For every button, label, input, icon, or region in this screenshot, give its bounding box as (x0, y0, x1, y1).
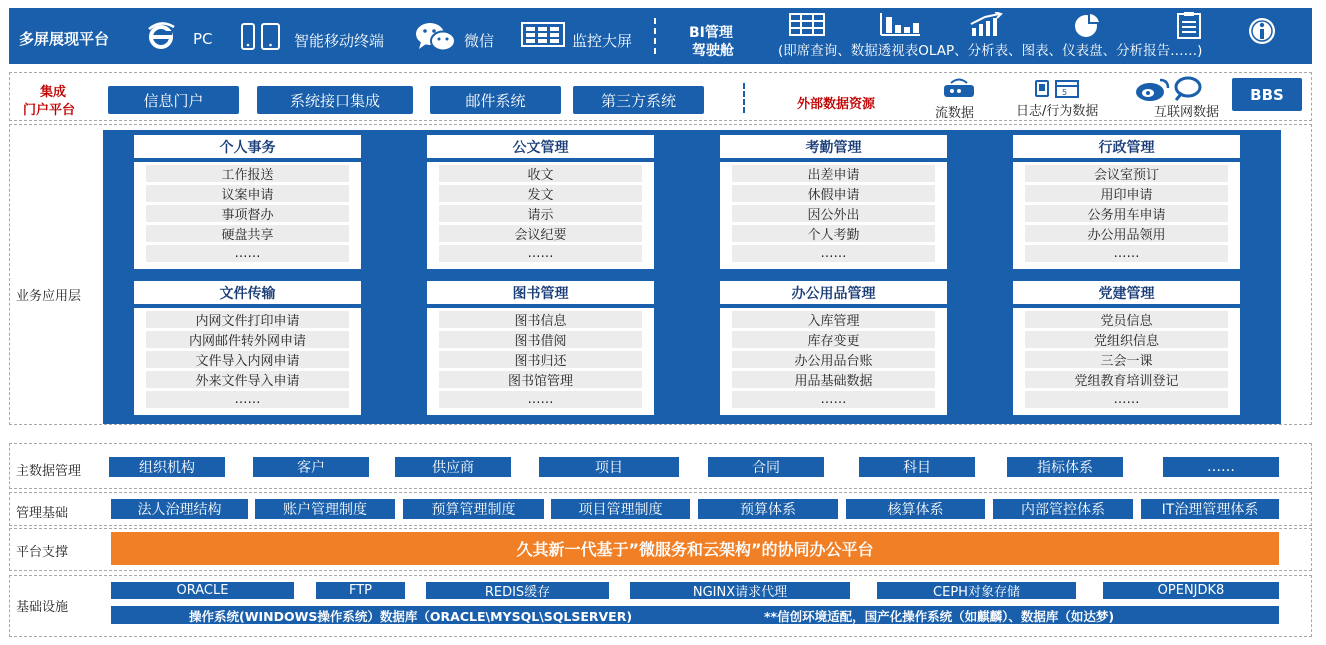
module-title: 党建管理 (1013, 281, 1240, 308)
infra-item-redis[interactable]: REDIS缓存 (426, 582, 609, 599)
module-title: 考勤管理 (720, 135, 947, 162)
infra-os-bar (111, 606, 1279, 624)
module-administration (1013, 135, 1240, 269)
internet-data-label: 互联网数据 (1154, 105, 1220, 120)
module-item[interactable]: 出差申请 (732, 165, 935, 182)
platform-row (9, 528, 1312, 571)
monitor-screen-icon (521, 22, 565, 54)
module-title: 文件传输 (134, 281, 361, 308)
platform-label: 平台支撑 (16, 545, 69, 560)
module-item[interactable]: 发文 (439, 185, 642, 202)
stream-data-label: 流数据 (935, 106, 975, 121)
master-item-subject[interactable]: 科目 (859, 457, 975, 477)
module-item[interactable]: 会议室预订 (1025, 165, 1228, 182)
module-title: 公文管理 (427, 135, 654, 162)
mgmt-item[interactable]: IT治理管理体系 (1141, 499, 1279, 519)
module-item[interactable]: 图书归还 (439, 351, 642, 368)
module-attendance-management (720, 135, 947, 269)
module-item[interactable]: 办公用品领用 (1025, 225, 1228, 242)
table-icon (789, 13, 825, 41)
module-title: 图书管理 (427, 281, 654, 308)
module-item: …… (1025, 245, 1228, 262)
infra-os-text: 操作系统(WINDOWS操作系统）数据库（ORACLE\MYSQL\SQLSERVER) (189, 609, 633, 624)
master-item-contract[interactable]: 合同 (708, 457, 824, 477)
channel-label-wechat: 微信 (464, 32, 495, 50)
top-bar-title: 多屏展现平台 (19, 30, 110, 48)
mail-system-button[interactable]: 邮件系统 (430, 86, 561, 114)
mgmt-item[interactable]: 账户管理制度 (255, 499, 395, 519)
pie-chart-icon (1073, 12, 1103, 42)
master-item-more: …… (1163, 457, 1279, 477)
module-item[interactable]: 因公外出 (732, 205, 935, 222)
ie-browser-icon (146, 21, 176, 55)
log-data-label: 日志/行为数据 (1016, 104, 1099, 119)
bi-title-line1: BI管理 (689, 25, 733, 41)
module-item[interactable]: 硬盘共享 (146, 225, 349, 242)
module-item[interactable]: 用印申请 (1025, 185, 1228, 202)
mgmt-item[interactable]: 核算体系 (846, 499, 985, 519)
master-data-label: 主数据管理 (16, 464, 82, 479)
module-item: …… (439, 245, 642, 262)
business-layer (9, 124, 1312, 425)
module-item: …… (732, 245, 935, 262)
infra-item-ftp[interactable]: FTP (316, 582, 405, 599)
module-item[interactable]: 文件导入内网申请 (146, 351, 349, 368)
portal-row (9, 72, 1312, 121)
stream-device-icon (942, 77, 976, 103)
third-party-button[interactable]: 第三方系统 (573, 86, 704, 114)
module-item[interactable]: 党员信息 (1025, 311, 1228, 328)
master-item-supplier[interactable]: 供应商 (395, 457, 511, 477)
master-item-customer[interactable]: 客户 (253, 457, 369, 477)
master-item-project[interactable]: 项目 (539, 457, 679, 477)
mgmt-item[interactable]: 项目管理制度 (551, 499, 690, 519)
portal-divider (743, 83, 745, 113)
module-item[interactable]: 库存变更 (732, 331, 935, 348)
bar-chart-icon (879, 13, 921, 41)
mgmt-item[interactable]: 预算管理制度 (403, 499, 544, 519)
module-party-building (1013, 281, 1240, 415)
module-item: …… (146, 245, 349, 262)
module-item: …… (439, 391, 642, 408)
portal-label-line2: 门户平台 (23, 103, 76, 118)
top-bar (9, 8, 1312, 64)
bi-title-line2: 驾驶舱 (692, 43, 734, 59)
infra-item-openjdk[interactable]: OPENJDK8 (1103, 582, 1279, 599)
mgmt-base-row (9, 492, 1312, 526)
infra-item-oracle[interactable]: ORACLE (111, 582, 294, 599)
business-layer-label: 业务应用层 (16, 289, 82, 304)
module-item[interactable]: 三会一课 (1025, 351, 1228, 368)
portal-label-line1: 集成 (40, 85, 67, 100)
module-item[interactable]: 党组织信息 (1025, 331, 1228, 348)
module-item[interactable]: 外来文件导入申请 (146, 371, 349, 388)
module-item[interactable]: 入库管理 (732, 311, 935, 328)
module-item[interactable]: 公务用车申请 (1025, 205, 1228, 222)
module-item[interactable]: 图书信息 (439, 311, 642, 328)
external-data-label: 外部数据资源 (797, 97, 876, 112)
module-item[interactable]: 内网邮件转外网申请 (146, 331, 349, 348)
module-title: 个人事务 (134, 135, 361, 162)
module-personal-affairs (134, 135, 361, 269)
mgmt-base-label: 管理基础 (16, 506, 69, 521)
business-panel (103, 130, 1281, 424)
module-item: …… (732, 391, 935, 408)
mgmt-item[interactable]: 内部管控体系 (993, 499, 1133, 519)
module-item[interactable]: 党组教育培训登记 (1025, 371, 1228, 388)
portal-info-button[interactable]: 信息门户 (108, 86, 239, 114)
bi-description: (即席查询、数据透视表OLAP、分析表、图表、仪表盘、分析报告……) (778, 43, 1203, 59)
channel-label-monitor: 监控大屏 (572, 32, 633, 50)
infra-row (9, 575, 1312, 637)
module-item[interactable]: 图书馆管理 (439, 371, 642, 388)
infra-item-ceph[interactable]: CEPH对象存储 (877, 582, 1076, 599)
module-item: …… (1025, 391, 1228, 408)
mgmt-item[interactable]: 法人治理结构 (111, 499, 248, 519)
top-bar-divider (654, 18, 656, 54)
channel-label-pc: PC (193, 30, 213, 48)
mgmt-item[interactable]: 预算体系 (698, 499, 838, 519)
master-item-org[interactable]: 组织机构 (109, 457, 225, 477)
info-icon (1247, 16, 1277, 50)
module-item[interactable]: 事项督办 (146, 205, 349, 222)
module-item[interactable]: 请示 (439, 205, 642, 222)
module-office-supplies (720, 281, 947, 415)
svg-text:5: 5 (1062, 88, 1068, 97)
module-document-management (427, 135, 654, 269)
infra-item-nginx[interactable]: NGINX请求代理 (630, 582, 850, 599)
platform-banner: 久其新一代基于”微服务和云架构”的协同办公平台 (111, 532, 1279, 565)
module-item[interactable]: 个人考勤 (732, 225, 935, 242)
module-title: 行政管理 (1013, 135, 1240, 162)
module-file-transfer (134, 281, 361, 415)
module-title: 办公用品管理 (720, 281, 947, 308)
bbs-button[interactable]: BBS (1232, 78, 1302, 111)
module-item[interactable]: 收文 (439, 165, 642, 182)
trend-chart-icon (969, 12, 1005, 42)
infra-xinchuang-text: **信创环境适配，国产化操作系统（如麒麟）、数据库（如达梦) (764, 609, 1115, 624)
module-library-management (427, 281, 654, 415)
module-item[interactable]: 会议纪要 (439, 225, 642, 242)
module-item[interactable]: 图书借阅 (439, 331, 642, 348)
module-item[interactable]: 休假申请 (732, 185, 935, 202)
module-item: …… (146, 391, 349, 408)
module-item[interactable]: 用品基础数据 (732, 371, 935, 388)
module-item[interactable]: 工作报送 (146, 165, 349, 182)
channel-label-mobile: 智能移动终端 (294, 32, 385, 50)
module-item[interactable]: 内网文件打印申请 (146, 311, 349, 328)
system-integration-button[interactable]: 系统接口集成 (257, 86, 413, 114)
wechat-icon (414, 20, 458, 58)
mobile-device-icon (240, 23, 286, 55)
master-item-indicator[interactable]: 指标体系 (1007, 457, 1123, 477)
module-item[interactable]: 办公用品台账 (732, 351, 935, 368)
module-item[interactable]: 议案申请 (146, 185, 349, 202)
master-data-row (9, 443, 1312, 489)
infra-label: 基础设施 (16, 600, 69, 615)
